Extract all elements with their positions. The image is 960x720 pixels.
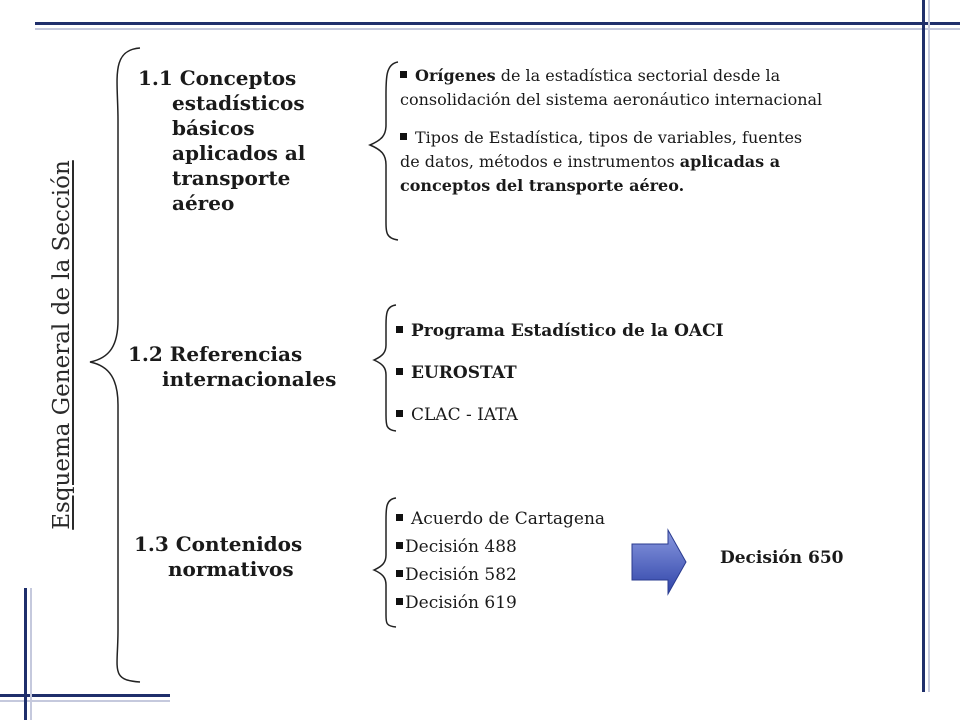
section-1-title: 1.1 Conceptos estadísticos básicos aplicados al transporte aéreo — [138, 66, 306, 215]
result-decision-label: Decisión 650 — [720, 548, 844, 568]
bullet-square-icon — [396, 368, 403, 375]
bullet-square-icon — [400, 71, 407, 78]
section-2-title: 1.2 Referencias internacionales — [128, 342, 337, 391]
vertical-section-title: Esquema General de la Sección — [49, 160, 75, 530]
list-item: Orígenes de la estadística sectorial desde la — [400, 64, 910, 88]
brace-3 — [374, 498, 396, 627]
list-item: Acuerdo de Cartagena — [396, 508, 605, 530]
bullet-square-icon — [396, 570, 403, 577]
list-item: Tipos de Estadística, tipos de variables, fuentes — [400, 126, 910, 150]
list-item: CLAC - IATA — [396, 404, 724, 426]
list-item: Decisión 488 — [396, 536, 605, 558]
result-arrow — [632, 530, 686, 594]
section-2-bullets — [396, 320, 724, 426]
section-3-title: 1.3 Contenidos normativos — [134, 532, 303, 581]
bullet-square-icon — [396, 326, 403, 333]
brace-2 — [374, 305, 396, 431]
section-1-number: 1.1 — [138, 66, 173, 90]
section-3-number: 1.3 — [134, 532, 169, 556]
bullet-square-icon — [396, 514, 403, 521]
list-item: Decisión 619 — [396, 592, 605, 614]
list-item-continuation: conceptos del transporte aéreo. — [400, 176, 685, 195]
bullet-square-icon — [396, 598, 403, 605]
bullet-square-icon — [396, 542, 403, 549]
list-item-continuation: consolidación del sistema aeronáutico internacional — [400, 90, 823, 109]
bullet-square-icon — [396, 410, 403, 417]
list-item: Decisión 582 — [396, 564, 605, 586]
bullet-square-icon — [400, 133, 407, 140]
section-1-bullets — [400, 64, 910, 198]
section-2-number: 1.2 — [128, 342, 163, 366]
brace-1 — [370, 62, 398, 240]
list-item-continuation: de datos, métodos e instrumentos aplicadas a — [400, 152, 781, 171]
section-3-bullets — [396, 508, 605, 614]
list-item: Programa Estadístico de la OACI — [396, 320, 724, 342]
list-item: EUROSTAT — [396, 362, 724, 384]
